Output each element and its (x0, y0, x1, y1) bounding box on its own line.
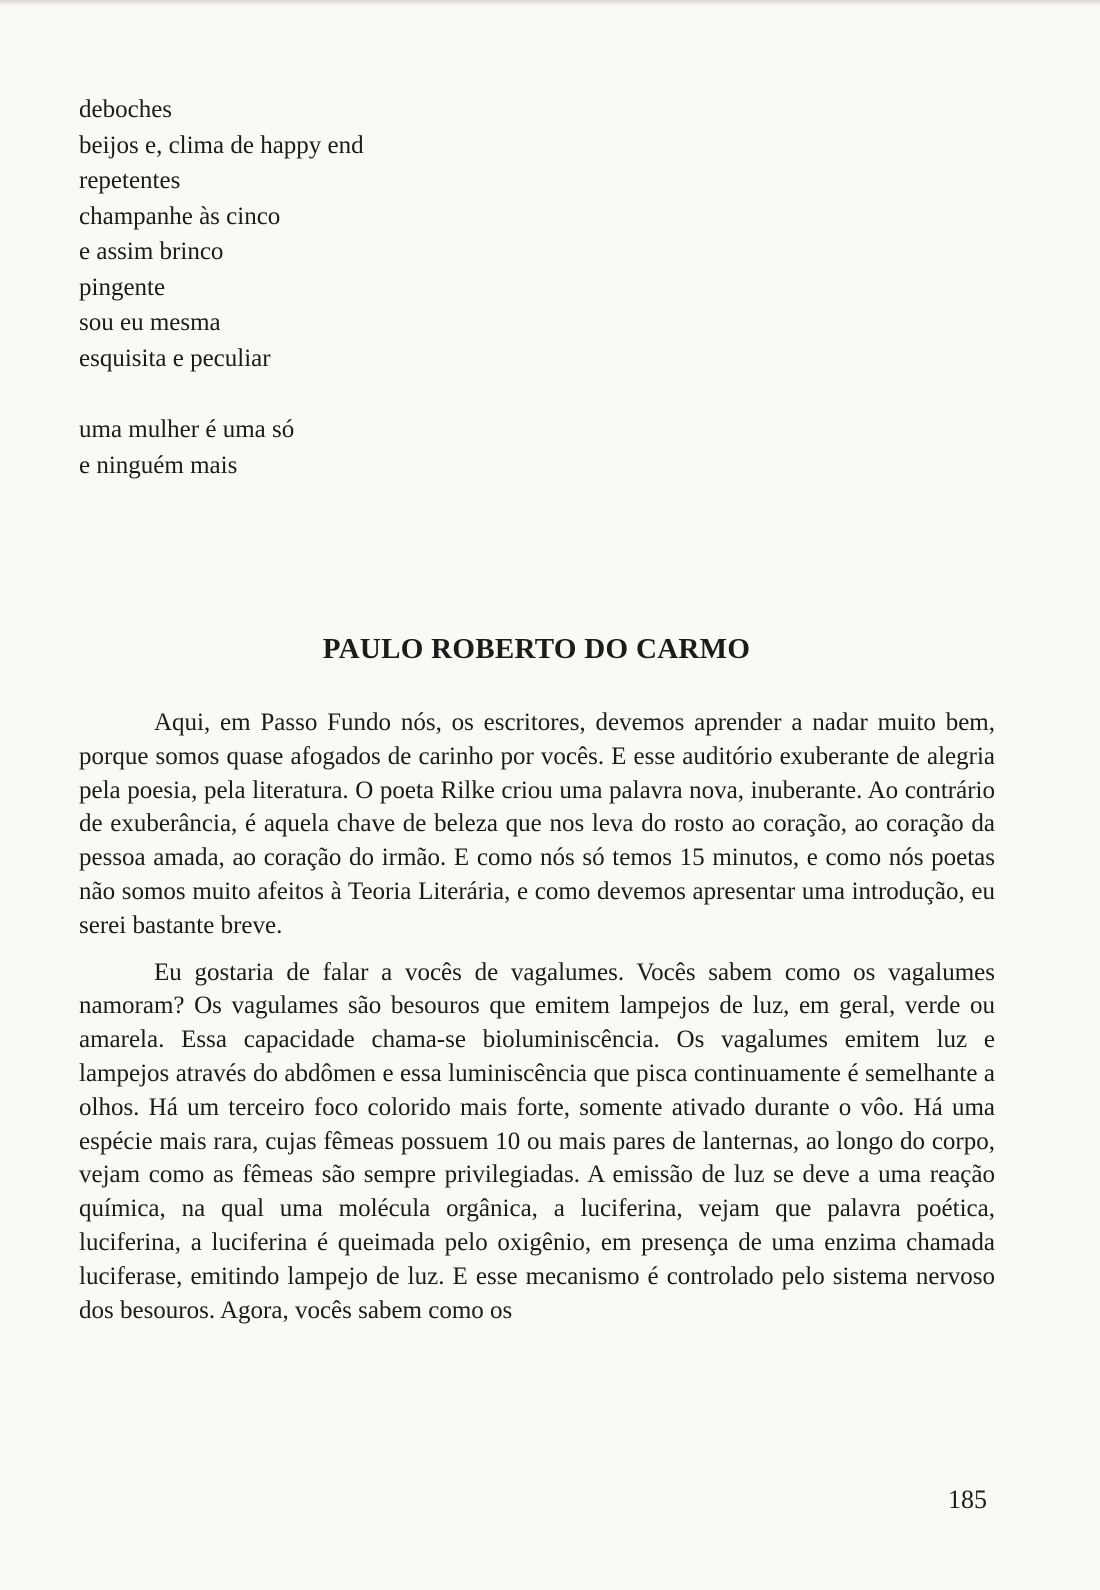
poem-line: e assim brinco (79, 238, 224, 265)
poem (79, 92, 364, 483)
stanza-break (79, 376, 364, 412)
poem-line: uma mulher é uma só (79, 416, 295, 443)
paragraph: Eu gostaria de falar a vocês de vagalumes. Vocês sabem como os vagalumes namoram? Os vagulames são besouros que emitem lampejos de luz, em geral, verde ou amarela. Essa capacidade chama-se bioluminiscência. Os vagalumes emitem luz e lampejos através do abdômen e essa luminiscência que pisca continuamente é semelhante a olhos. Há um terceiro foco colorido mais forte, somente ativado durante o vôo. Há uma espécie mais rara, cujas fêmeas possuem 10 ou mais pares de lanternas, ao longo do corpo, vejam como as fêmeas são sempre privilegiadas. A emissão de luz se deve a uma reação química, na qual uma molécula orgânica, a luciferina, vejam que palavra poética, luciferina, a luciferina é queimada pelo oxigênio, em presença de uma enzima chamada luciferase, emitindo lampejo de luz. E esse mecanismo é controlado pelo sistema nervoso dos besouros. Agora, vocês sabem como os (79, 958, 995, 1324)
poem-line: esquisita e peculiar (79, 344, 271, 372)
poem-line: pingente (79, 273, 166, 301)
poem-line: deboches (79, 96, 173, 123)
poem-line: sou eu mesma (79, 309, 221, 336)
speech-text (79, 706, 995, 1327)
author-heading: PAULO ROBERTO DO CARMO (322, 633, 751, 665)
poem-line: beijos e, clima de happy end (79, 131, 364, 159)
paragraph: Aqui, em Passo Fundo nós, os escritores, devemos aprender a nadar muito bem, porque somos quase afogados de carinho por vocês. E esse auditório exuberante de alegria pela poesia, pela literatura. O poeta Rilke criou uma palavra nova, inuberante. Ao contrário de exuberância, é aquela chave de beleza que nos leva do rosto ao coração, ao coração da pessoa amada, ao coração do irmão. E como nós só temos 15 minutos, e como nós poetas não somos muito afeitos à Teoria Literária, e como devemos apresentar uma introdução, eu serei bastante breve. (79, 709, 995, 939)
scan-edge (0, 0, 1100, 6)
poem-line: e ninguém mais (79, 451, 238, 479)
page-number: 185 (948, 1485, 987, 1514)
poem-line: repetentes (79, 167, 181, 194)
poem-line: champanhe às cinco (79, 202, 281, 230)
